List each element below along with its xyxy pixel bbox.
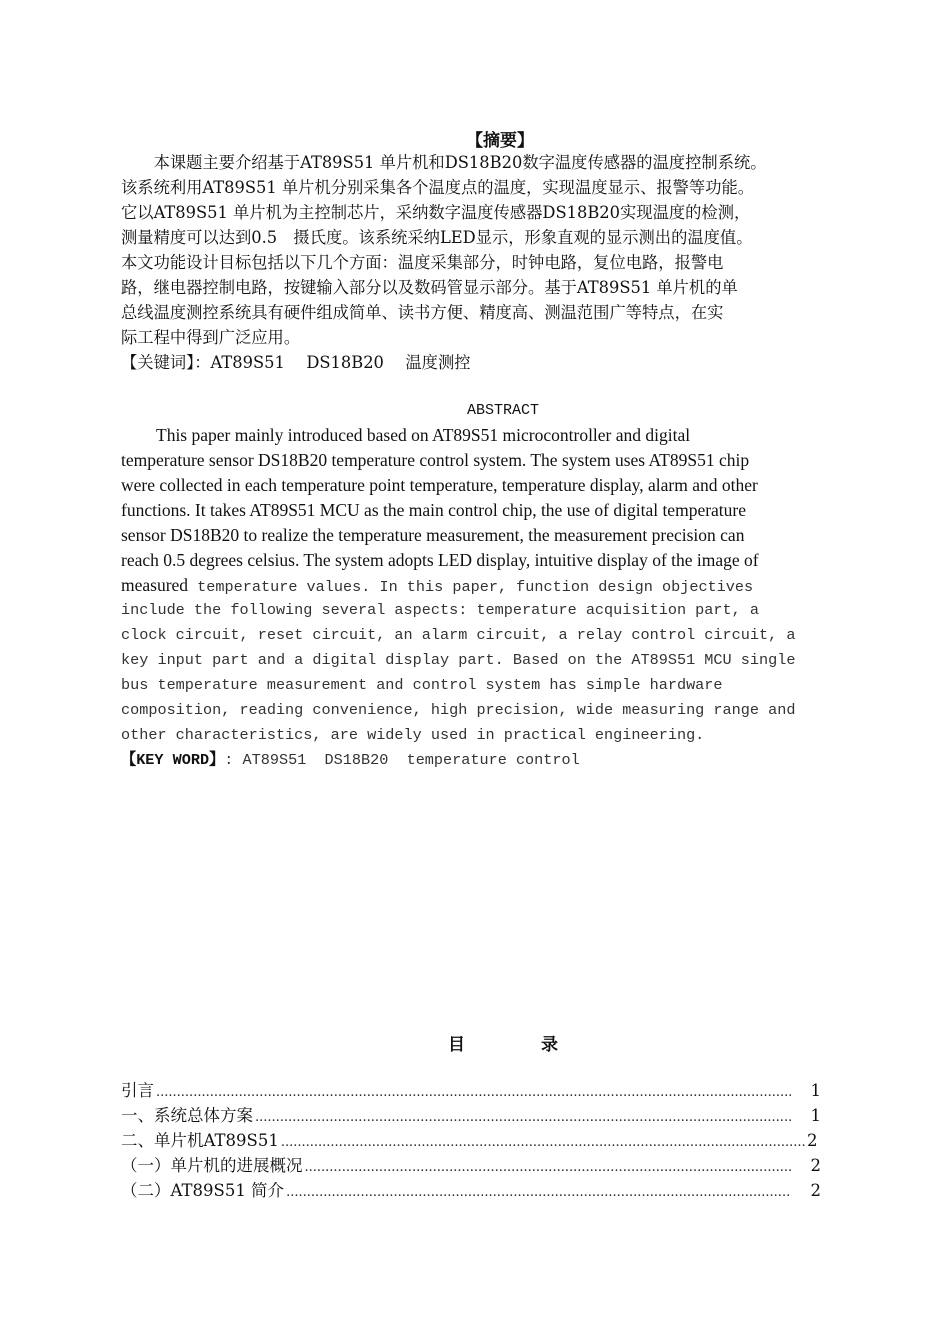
- toc-entry-label: 二、单片机AT89S51: [121, 1131, 279, 1150]
- toc-entry[interactable]: [121, 1103, 821, 1128]
- abstract-en-line: reach 0.5 degrees celsius. The system adopts LED display, intuitive display of the image of: [121, 550, 759, 570]
- abstract-cn-body: [121, 150, 841, 375]
- abstract-cn-line: 测量精度可以达到0.5 摄氏度。该系统采纳LED显示，形象直观的显示测出的温度值。: [121, 228, 753, 247]
- toc-entry-label: 一、系统总体方案: [121, 1106, 253, 1125]
- toc-entry-page: 1: [810, 1106, 821, 1125]
- toc-title-left: 目: [448, 1035, 465, 1055]
- toc-leader-dots: [281, 1128, 807, 1155]
- abstract-en-line: clock circuit, reset circuit, an alarm circuit, a relay control circuit, a: [121, 626, 796, 644]
- abstract-en-body: [121, 423, 841, 773]
- toc-leader-dots: [305, 1153, 792, 1180]
- toc-entry[interactable]: [121, 1153, 821, 1178]
- toc-entry-page: 1: [810, 1081, 821, 1100]
- abstract-en-keywords: [121, 748, 841, 773]
- keyword-label: 【KEY WORD】: [121, 751, 225, 769]
- toc-title-right: 录: [541, 1035, 558, 1055]
- abstract-en-line: composition, reading convenience, high precision, wide measuring range and: [121, 701, 796, 719]
- abstract-en-line: functions. It takes AT89S51 MCU as the main control chip, the use of digital temperature: [121, 500, 747, 520]
- keyword-text: : AT89S51 DS18B20 temperature control: [224, 751, 580, 769]
- toc-entry[interactable]: [121, 1078, 821, 1103]
- abstract-en-line: temperature sensor DS18B20 temperature control system. The system uses AT89S51 chip: [121, 450, 750, 470]
- abstract-en-line: other characteristics, are widely used in practical engineering.: [121, 726, 705, 744]
- abstract-cn-line: 际工程中得到广泛应用。: [121, 328, 301, 347]
- abstract-en-mixed-line: [121, 573, 841, 598]
- abstract-en-line: sensor DS18B20 to realize the temperature measurement, the measurement precision can: [121, 525, 745, 545]
- toc-leader-dots: [255, 1103, 791, 1130]
- abstract-cn-line: 本文功能设计目标包括以下几个方面：温度采集部分，时钟电路，复位电路，报警电: [121, 253, 724, 272]
- abstract-en-serif-fragment: measured: [121, 575, 189, 595]
- abstract-en-mono-fragment: temperature values. In this paper, function design objectives: [188, 578, 754, 596]
- abstract-cn-line: 该系统利用AT89S51 单片机分别采集各个温度点的温度，实现温度显示、报警等功能。: [121, 178, 755, 197]
- abstract-en-line: were collected in each temperature point temperature, temperature display, alarm and other: [121, 475, 758, 495]
- abstract-en-heading: ABSTRACT: [466, 402, 539, 419]
- abstract-cn-line: 路，继电器控制电路，按键输入部分以及数码管显示部分。基于AT89S51 单片机的单: [121, 278, 738, 297]
- toc-entry[interactable]: [121, 1128, 821, 1153]
- toc-entry-label: 引言: [121, 1081, 154, 1100]
- abstract-cn-line: 总线温度测控系统具有硬件组成简单、读书方便、精度高、测温范围广等特点，在实: [121, 303, 724, 322]
- abstract-cn-line: 它以AT89S51 单片机为主控制芯片，采纳数字温度传感器DS18B20实现温度的检测，: [121, 203, 751, 222]
- toc-leader-dots: [286, 1178, 791, 1205]
- abstract-en-line: This paper mainly introduced based on AT89S51 microcontroller and digital: [121, 425, 691, 445]
- toc-entry-label: （一）单片机的进展概况: [121, 1156, 303, 1175]
- toc-entry-label: （二）AT89S51 简介: [121, 1181, 285, 1200]
- abstract-cn-line: 本课题主要介绍基于AT89S51 单片机和DS18B20数字温度传感器的温度控制系统。: [121, 153, 767, 172]
- abstract-en-line: include the following several aspects: temperature acquisition part, a: [121, 601, 759, 619]
- toc-entry-page: 2: [807, 1131, 818, 1150]
- abstract-cn-keywords: 【关键词】：AT89S51 DS18B20 温度测控: [121, 353, 471, 372]
- toc-title: [448, 1030, 558, 1055]
- abstract-en-line: bus temperature measurement and control system has simple hardware: [121, 676, 723, 694]
- toc-entry[interactable]: [121, 1178, 821, 1203]
- toc-entry-page: 2: [810, 1181, 821, 1200]
- abstract-cn-heading: 【摘要】: [466, 131, 534, 151]
- toc-entry-page: 2: [810, 1156, 821, 1175]
- toc-leader-dots: [156, 1078, 791, 1105]
- abstract-en-line: key input part and a digital display part. Based on the AT89S51 MCU single: [121, 651, 796, 669]
